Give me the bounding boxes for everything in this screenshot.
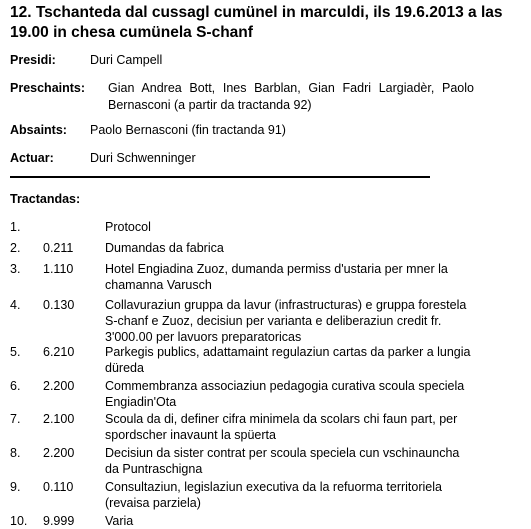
- agenda-text: Parkegis publics, adattamaint regulaziun cartas da parker a lungia düreda: [105, 345, 471, 375]
- agenda-code: 0.130: [43, 298, 75, 312]
- agenda-number: 6.: [10, 379, 21, 393]
- agenda-code: 0.110: [43, 480, 74, 494]
- agenda-text: Commembranza associaziun pedagogia curativa scoula speciela Engiadin'Ota: [105, 379, 465, 409]
- agenda-number: 10.: [10, 514, 28, 528]
- page-title: 12. Tschanteda dal cussagl cumünel in marculdi, ils 19.6.2013 a las 19.00 in chesa cumünela S-chanf: [10, 4, 503, 41]
- meta-value: Paolo Bernasconi (fin tractanda 91): [90, 123, 286, 137]
- meta-label: Preschaints:: [10, 81, 86, 95]
- agenda-code: 6.210: [43, 345, 75, 359]
- meta-label: Actuar:: [10, 151, 54, 165]
- meta-label: Presidi:: [10, 53, 56, 67]
- agenda-code: 1.110: [43, 262, 74, 276]
- agenda-number: 2.: [10, 241, 21, 255]
- agenda-text: Dumandas da fabrica: [105, 241, 224, 255]
- meta-value: Duri Schwenninger: [90, 151, 196, 165]
- agenda-number: 7.: [10, 412, 21, 426]
- agenda-text: Consultaziun, legislaziun executiva da la refuorma territoriela (revaisa parziela): [105, 480, 442, 510]
- meta-value: Duri Campell: [90, 53, 163, 67]
- agenda-number: 5.: [10, 345, 21, 359]
- agenda-number: 4.: [10, 298, 21, 312]
- agenda-text: Protocol: [105, 220, 151, 234]
- divider: [10, 176, 430, 178]
- agenda-text: Varia: [105, 514, 134, 528]
- agenda-text: Decisiun da sister contrat per scoula speciela cun vschinauncha da Puntraschigna: [105, 446, 460, 476]
- agenda-code: 0.211: [43, 241, 74, 255]
- tractandas-heading: Tractandas:: [10, 192, 81, 206]
- agenda-number: 9.: [10, 480, 21, 494]
- agenda-text: Scoula da di, definer cifra minimela da scolars chi faun part, per spordscher inavaunt la spüerta: [105, 412, 458, 442]
- agenda-code: 2.200: [43, 379, 75, 393]
- agenda-code: 9.999: [43, 514, 75, 528]
- agenda-number: 3.: [10, 262, 21, 276]
- agenda-text: Hotel Engiadina Zuoz, dumanda permiss d'ustaria per mner la chamanna Varusch: [105, 262, 448, 292]
- agenda-code: 2.200: [43, 446, 75, 460]
- agenda-number: 8.: [10, 446, 21, 460]
- agenda-code: 2.100: [43, 412, 75, 426]
- agenda-number: 1.: [10, 220, 21, 234]
- agenda-text: Collavuraziun gruppa da lavur (infrastructuras) e gruppa forestela S-chanf e Zuoz, decisiun per varianta e deliberaziun credit fr. 3'000.00 per lavuors preparatoricas: [105, 298, 467, 344]
- meta-value: Gian Andrea Bott, Ines Barblan, Gian Fadri Largiadèr, Paolo Bernasconi (a partir da tractanda 92): [108, 81, 474, 112]
- meta-label: Absaints:: [10, 123, 67, 137]
